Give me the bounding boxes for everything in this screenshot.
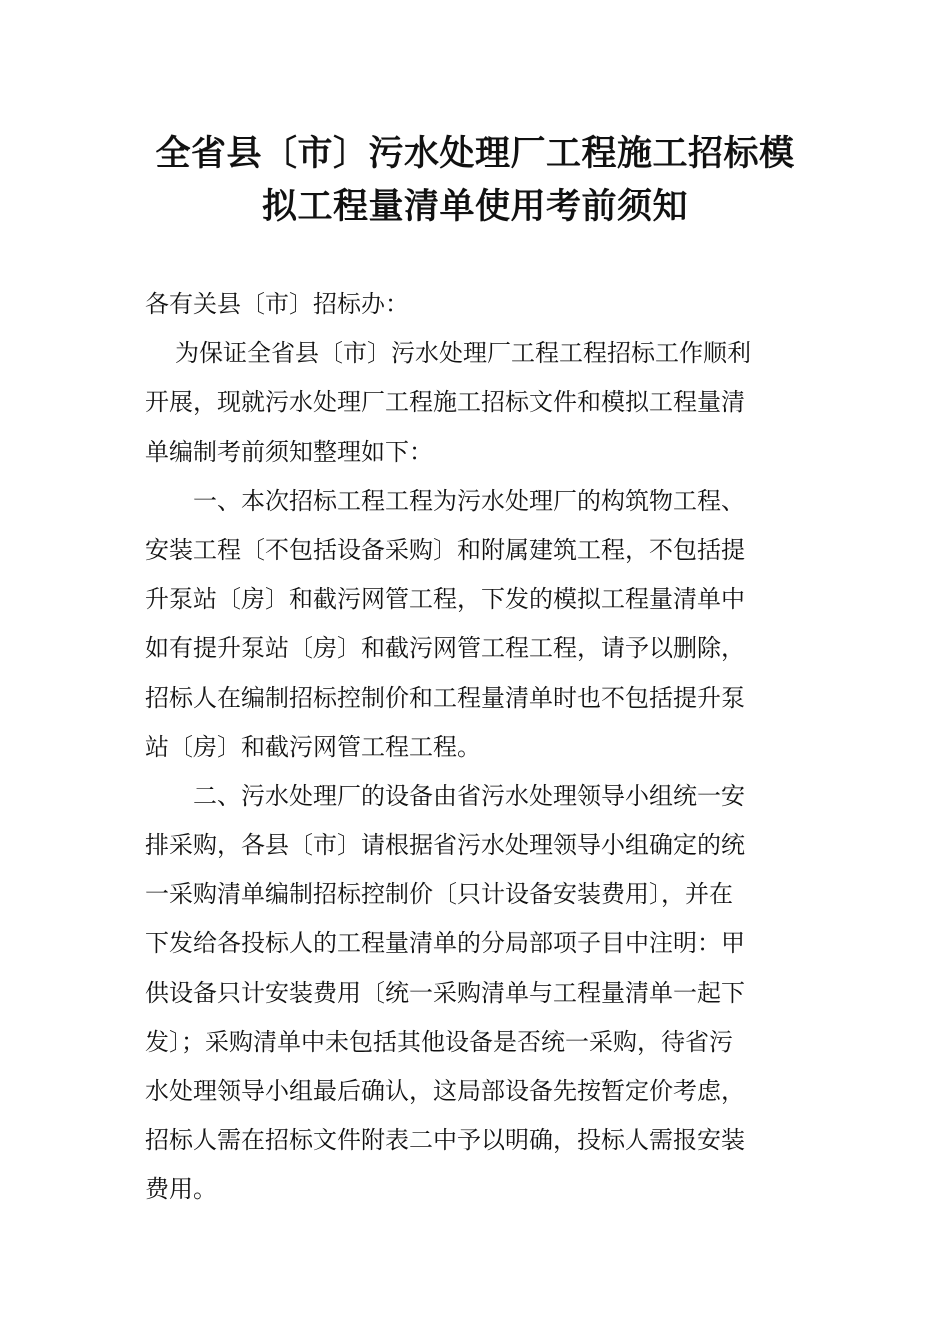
- paragraph-line: 站〔房〕和截污网管工程工程。: [145, 732, 481, 761]
- title-line-1: 全省县〔市〕污水处理厂工程施工招标模: [155, 134, 795, 174]
- paragraph-line: 安装工程〔不包括设备采购〕和附属建筑工程，不包括提: [145, 535, 745, 564]
- salutation: 各有关县〔市〕招标办：: [145, 290, 409, 318]
- paragraph-line: 二、污水处理厂的设备由省污水处理领导小组统一安: [193, 781, 745, 810]
- paragraph-line: 招标人需在招标文件附表二中予以明确，投标人需报安装: [145, 1126, 745, 1155]
- paragraph-line: 一、本次招标工程工程为污水处理厂的构筑物工程、: [193, 486, 745, 515]
- paragraph-line: 水处理领导小组最后确认，这局部设备先按暂定价考虑，: [145, 1077, 745, 1105]
- paragraph-3: [145, 772, 807, 1215]
- document-title: [145, 128, 805, 234]
- document-body: [145, 280, 807, 1215]
- paragraph-line: 发〕；采购清单中未包括其他设备是否统一采购，待省污: [145, 1027, 733, 1056]
- title-line-2: 拟工程量清单使用考前须知: [261, 187, 688, 227]
- paragraph-2: [145, 477, 807, 772]
- paragraph-line: 升泵站〔房〕和截污网管工程，下发的模拟工程量清单中: [145, 585, 745, 614]
- paragraph-line: 下发给各投标人的工程量清单的分局部项子目中注明：甲: [145, 929, 745, 958]
- paragraph-line: 单编制考前须知整理如下：: [145, 437, 433, 466]
- paragraph-line: 排采购，各县〔市〕请根据省污水处理领导小组确定的统: [145, 831, 745, 860]
- paragraph-line: 供设备只计安装费用〔统一采购清单与工程量清单一起下: [145, 978, 745, 1007]
- paragraph-1: [145, 329, 807, 477]
- paragraph-line: 为保证全省县〔市〕污水处理厂工程工程招标工作顺利: [175, 339, 751, 368]
- paragraph-line: 开展，现就污水处理厂工程施工招标文件和模拟工程量清: [145, 388, 745, 417]
- paragraph-line: 如有提升泵站〔房〕和截污网管工程工程，请予以删除，: [145, 634, 745, 663]
- paragraph-line: 费用。: [145, 1175, 217, 1204]
- paragraph-line: 招标人在编制招标控制价和工程量清单时也不包括提升泵: [145, 683, 745, 712]
- paragraph-line: 一采购清单编制招标控制价〔只计设备安装费用〕，并在: [145, 880, 733, 909]
